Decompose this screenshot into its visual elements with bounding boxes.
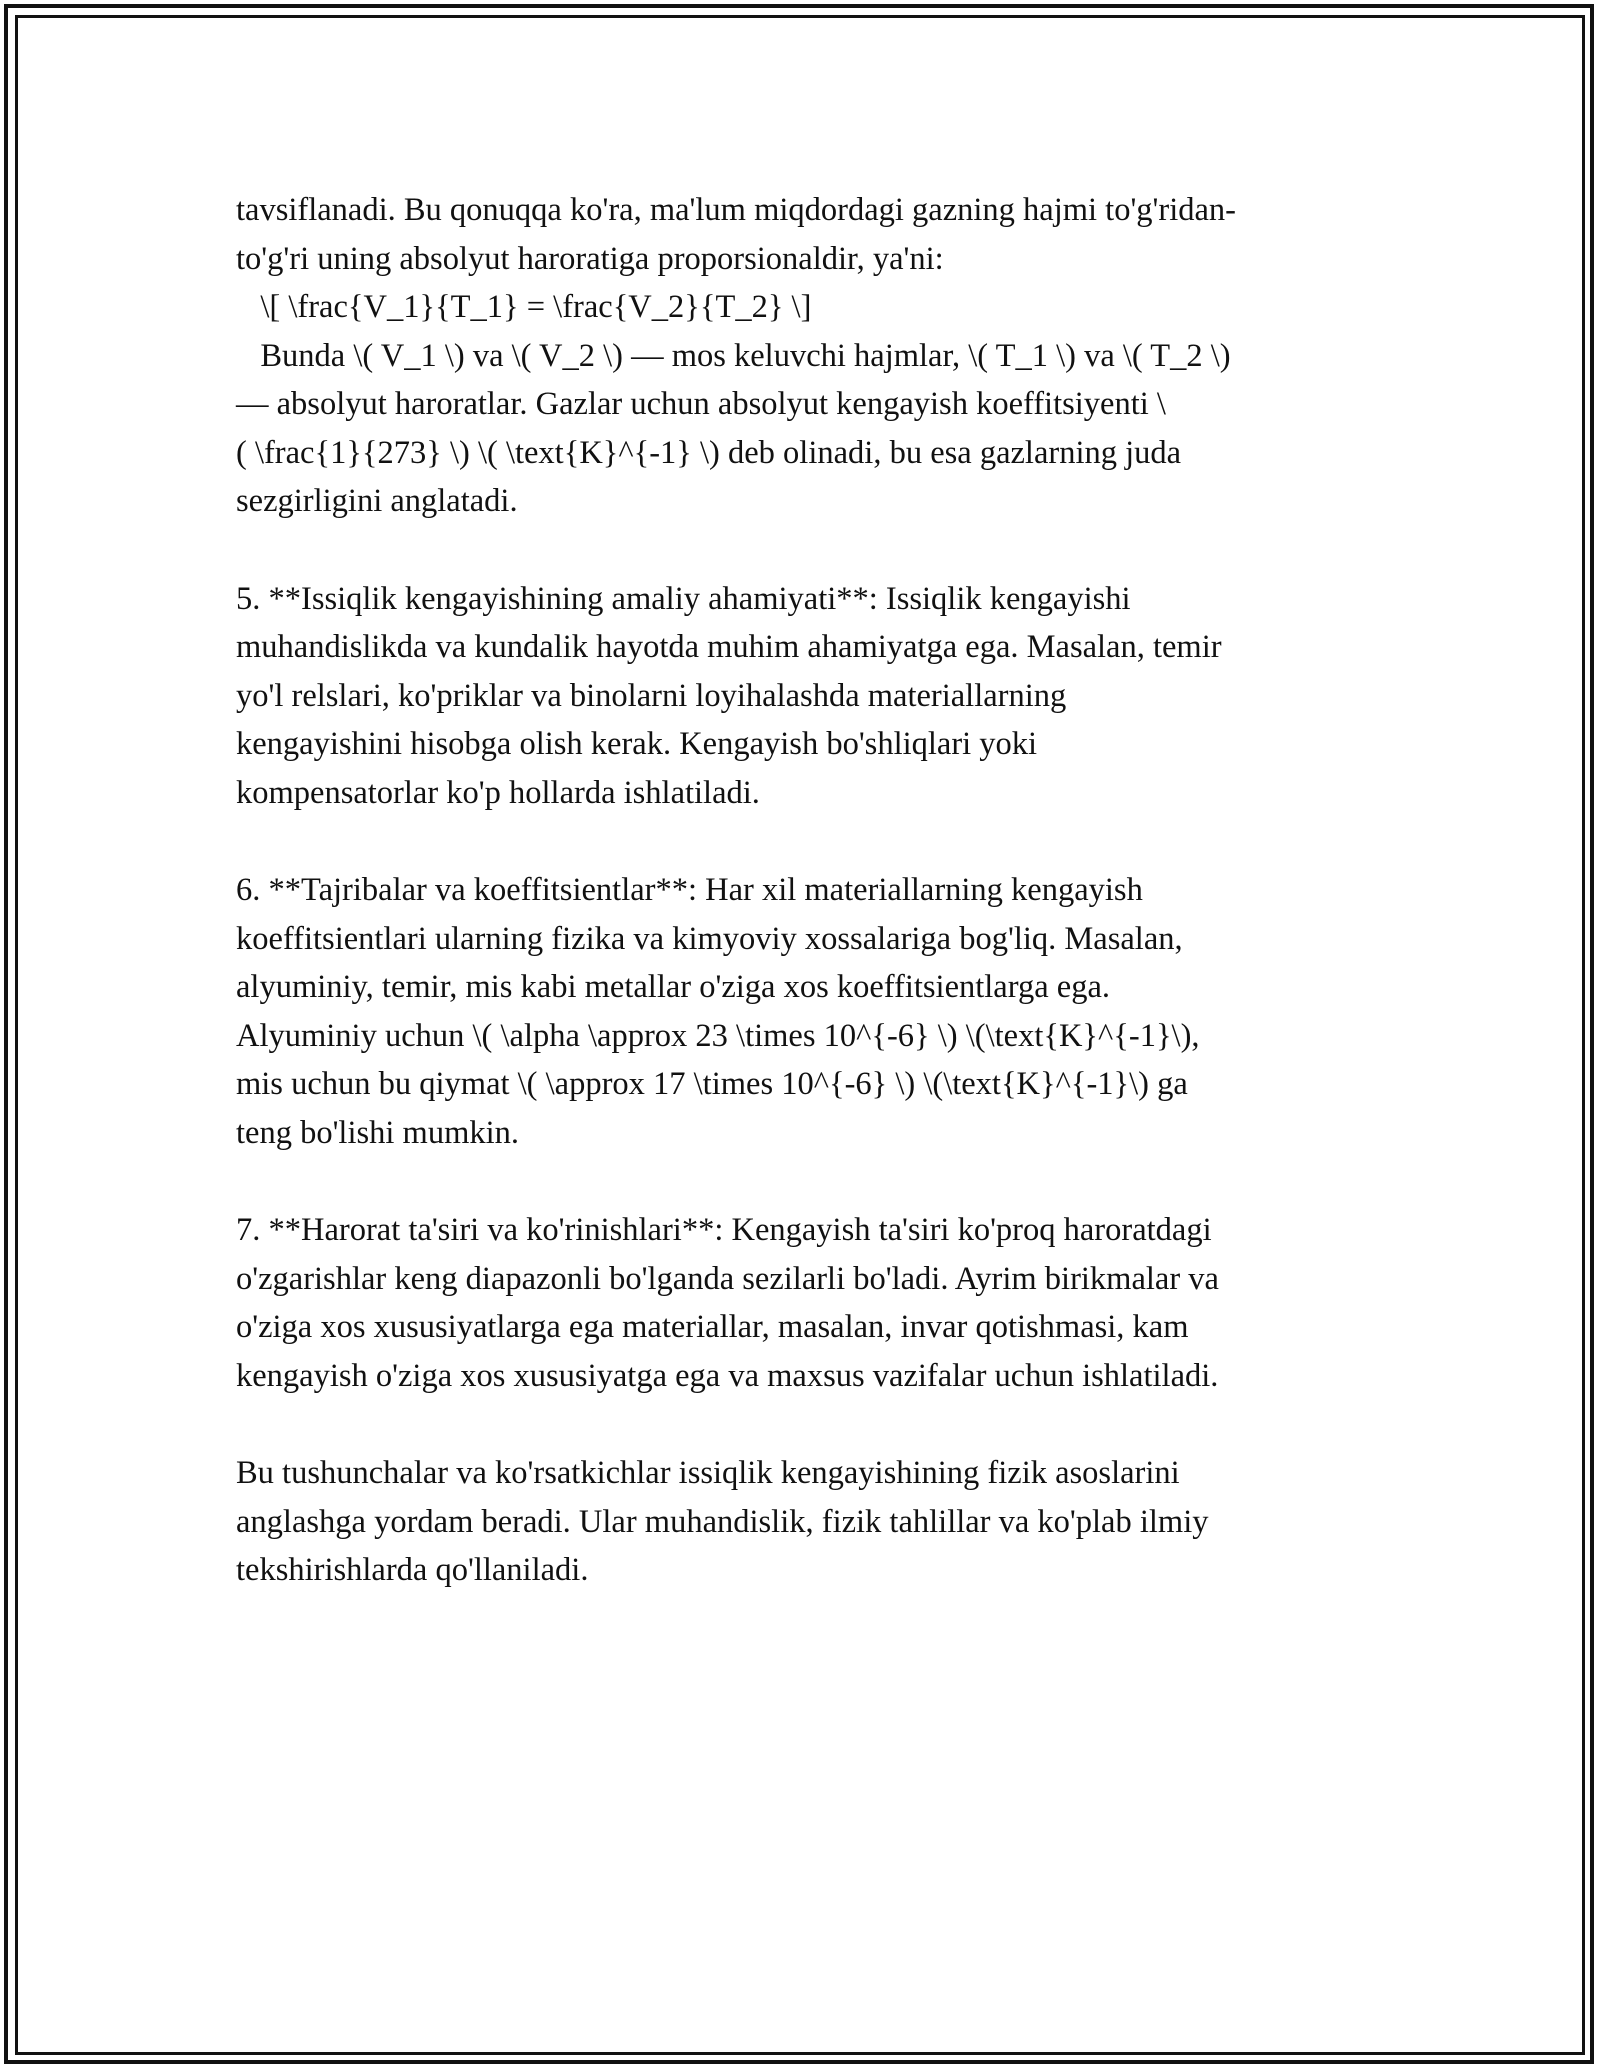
text-line: kengayish o'ziga xos xususiyatga ega va maxsus vazifalar uchun ishlatiladi. [236, 1357, 1219, 1394]
paragraph-gap [236, 526, 1386, 575]
paragraph-item-7 [236, 1206, 1386, 1400]
text-line: Bunda \( V_1 \) va \( V_2 \) — mos keluvchi hajmlar, \( T_1 \) va \( T_2 \) [236, 337, 1231, 374]
text-line: muhandislikda va kundalik hayotda muhim ahamiyatga ega. Masalan, temir [236, 629, 1222, 665]
text-line: tekshirishlarda qo'llaniladi. [236, 1552, 589, 1588]
paragraph-gap [236, 817, 1386, 866]
paragraph-gap [236, 1400, 1386, 1449]
text-line: sezgirligini anglatadi. [236, 483, 518, 519]
paragraph-gap [236, 1157, 1386, 1206]
text-line: kompensatorlar ko'p hollarda ishlatiladi. [236, 774, 760, 811]
text-line: kengayishini hisobga olish kerak. Kengayish bo'shliqlari yoki [236, 726, 1038, 762]
text-line: Bu tushunchalar va ko'rsatkichlar issiqlik kengayishining fizik asoslarini [236, 1455, 1180, 1491]
formula-line: \[ \frac{V_1}{T_1} = \frac{V_2}{T_2} \] [236, 289, 812, 325]
text-line: tavsiflanadi. Bu qonuqqa ko'ra, ma'lum miqdordagi gazning hajmi to'g'ridan- [236, 192, 1237, 228]
paragraph-item-6 [236, 866, 1386, 1157]
text-line: 6. **Tajribalar va koeffitsientlar**: Har xil materiallarning kengayish [236, 872, 1143, 908]
paragraph-item-5 [236, 575, 1386, 818]
document-body [236, 186, 1386, 1595]
text-line: koeffitsientlari ularning fizika va kimyoviy xossalariga bog'liq. Masalan, [236, 920, 1183, 957]
text-line: — absolyut haroratlar. Gazlar uchun absolyut kengayish koeffitsiyenti \ [236, 386, 1166, 422]
text-line: o'zgarishlar keng diapazonli bo'lganda sezilarli bo'ladi. Ayrim birikmalar va [236, 1260, 1219, 1297]
text-line: yo'l relslari, ko'priklar va binolarni loyihalashda materiallarning [236, 677, 1067, 714]
text-line: o'ziga xos xususiyatlarga ega materiallar, masalan, invar qotishmasi, kam [236, 1309, 1189, 1345]
text-line: 7. **Harorat ta'siri va ko'rinishlari**: Kengayish ta'siri ko'proq haroratdagi [236, 1212, 1212, 1248]
text-line: 5. **Issiqlik kengayishining amaliy ahamiyati**: Issiqlik kengayishi [236, 580, 1131, 617]
paragraph-charles-law [236, 186, 1386, 526]
paragraph-conclusion [236, 1449, 1386, 1595]
text-line: anglashga yordam beradi. Ular muhandislik, fizik tahlillar va ko'plab ilmiy [236, 1503, 1209, 1540]
text-line: mis uchun bu qiymat \( \approx 17 \times 10^{-6} \) \(\text{K}^{-1}\) ga [236, 1066, 1188, 1102]
text-line: Alyuminiy uchun \( \alpha \approx 23 \times 10^{-6} \) \(\text{K}^{-1}\), [236, 1017, 1200, 1054]
text-line: teng bo'lishi mumkin. [236, 1114, 520, 1151]
text-line: to'g'ri uning absolyut haroratiga proporsionaldir, ya'ni: [236, 240, 944, 277]
text-line: ( \frac{1}{273} \) \( \text{K}^{-1} \) deb olinadi, bu esa gazlarning juda [236, 434, 1182, 471]
text-line: alyuminiy, temir, mis kabi metallar o'ziga xos koeffitsientlarga ega. [236, 969, 1110, 1005]
